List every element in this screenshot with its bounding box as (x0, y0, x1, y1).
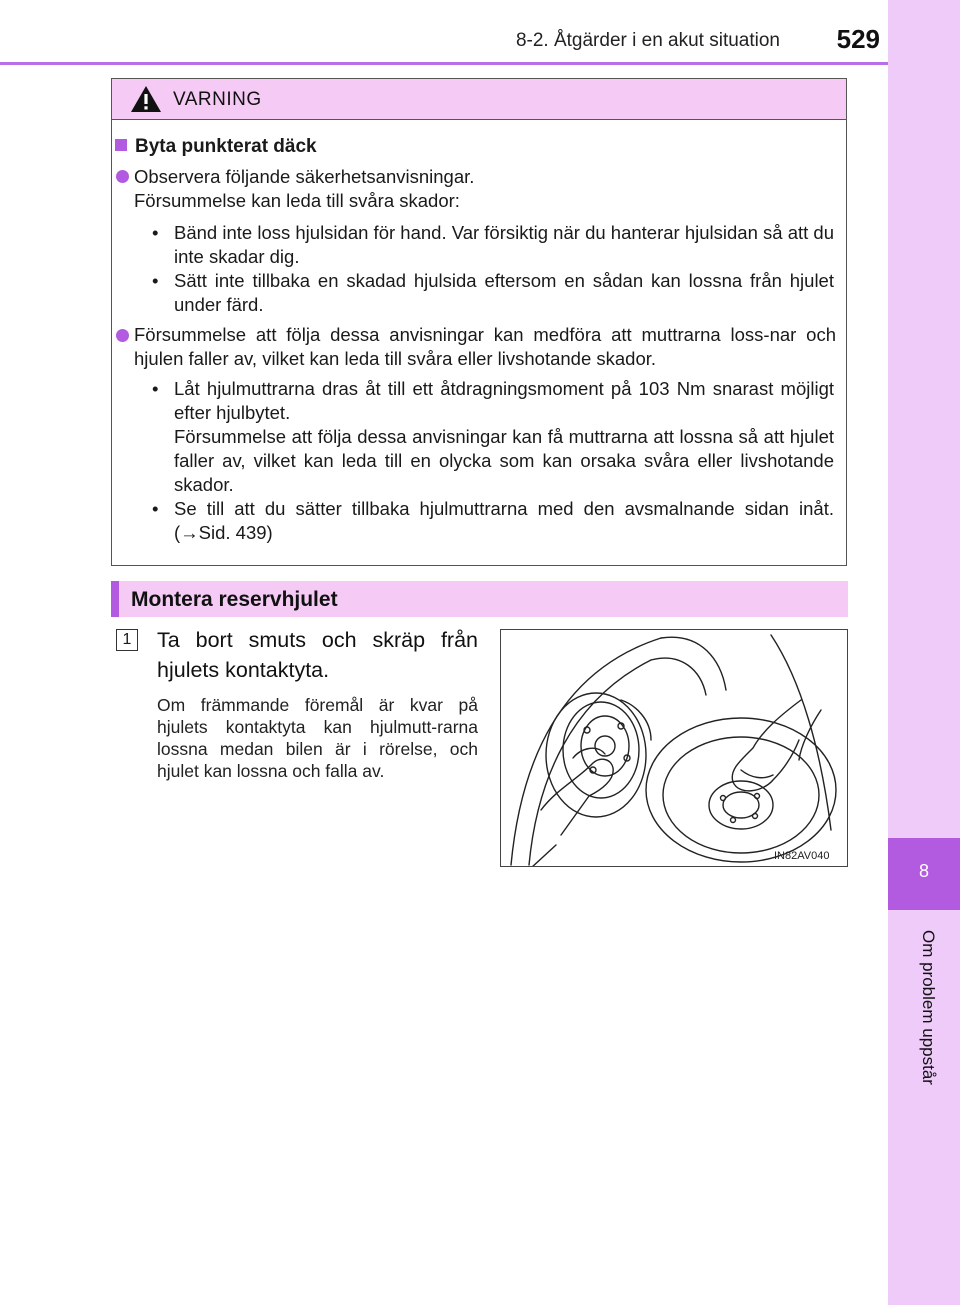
figure-id: IN82AV040 (774, 850, 830, 862)
step-description: Om främmande föremål är kvar på hjulets kontaktyta kan hjulmutt-rarna lossna medan bilen är i rörelse, och hjulet kan lossna och falla av. (157, 695, 478, 781)
chapter-side-tab[interactable] (888, 0, 960, 1305)
warning-title: VARNING (173, 89, 262, 110)
warning-bullet-continuation: Försummelse att följa dessa anvisningar kan få muttrarna att lossna så att hjulet faller av, vilket kan leda till en olycka som kan orsaka svåra eller livshotande skador. (174, 426, 834, 495)
warning-point-1-line-2: Försummelse kan leda till svåra skador: (134, 190, 460, 211)
warning-bullet-text: Se till att du sätter tillbaka hjulmuttrarna med den avsmalnande sidan inåt. (→Sid. 439) (174, 498, 834, 543)
warning-bullet-text: Låt hjulmuttrarna dras åt till ett åtdragningsmoment på 103 Nm snarast möjligt efter hjulbytet. (174, 378, 834, 423)
section-heading: 8-2. Åtgärder i en akut situation (515, 30, 780, 51)
step-number: 1 (116, 629, 138, 651)
warning-bullet-text: Bänd inte loss hjulsidan för hand. Var försiktig när du hanterar hjulsidan så att du inte skadar dig. (174, 222, 834, 267)
warning-box: VARNING Byta punkterat däck Observera följande säkerhetsanvisningar. Försummelse kan leda till svåra skador: • Bänd inte loss hjulsidan för hand. Var försiktig när du hanterar hjulsidan så att du inte skadar dig. • Sätt inte tillbaka en skadad hjulsida eftersom en sådan kan lossna från hjulet under färd. Försummelse att följa dessa anvisningar kan medföra att muttrarna loss-nar och hjulen faller av, vilket kan leda till svåra eller livshotande skador. • Låt hjulmuttrarna dras åt till ett åtdragningsmoment på 103 Nm snarast möjligt efter hjulbytet. Försummelse att följa dessa anvisningar kan få muttrarna att lossna så att hjulet faller av, vilket kan leda till en olycka som kan orsaka svåra eller livshotande skador. • Se till att du sätter tillbaka hjulmuttrarna med den avsmalnande sidan inåt. (→Sid. 439) (111, 78, 847, 566)
warning-point-1-line-1: Observera följande säkerhetsanvisningar. (134, 166, 475, 187)
illustration-drawing (501, 630, 848, 867)
chapter-title: Om problem uppstår (919, 930, 938, 1085)
warning-subheading-text: Byta punkterat däck (135, 136, 317, 157)
wheel-cleaning-illustration (500, 629, 848, 867)
warning-bullet-text: Sätt inte tillbaka en skadad hjulsida eftersom en sådan kan lossna från hjulet under färd. (174, 270, 834, 315)
step-title: Ta bort smuts och skräp från hjulets kontaktyta. (157, 628, 478, 682)
page-header (0, 0, 888, 62)
section-title: Montera reservhjulet (131, 588, 338, 611)
page-number: 529 (836, 24, 880, 54)
chapter-number: 8 (918, 861, 929, 881)
round-bullet-icon (116, 170, 129, 183)
warning-subheading (115, 135, 317, 159)
warning-triangle-icon (130, 85, 162, 113)
section-title-bar (111, 581, 848, 617)
warning-header (112, 79, 846, 120)
square-bullet-icon (115, 139, 127, 151)
warning-point-2: Försummelse att följa dessa anvisningar kan medföra att muttrarna loss-nar och hjulen faller av, vilket kan leda till svåra eller livshotande skador. (134, 324, 836, 369)
round-bullet-icon (116, 329, 129, 342)
section-accent (111, 581, 119, 617)
header-rule (0, 62, 888, 65)
